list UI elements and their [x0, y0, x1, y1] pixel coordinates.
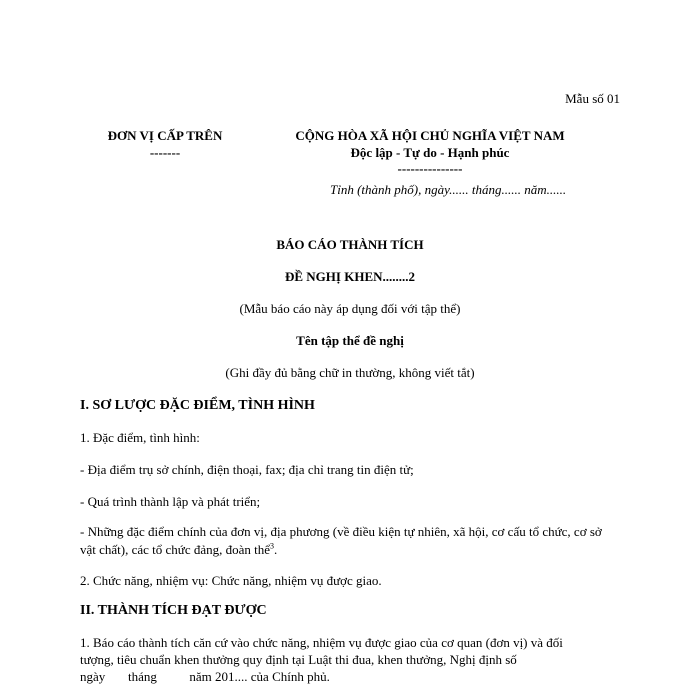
header-left-title: ĐƠN VỊ CẤP TRÊN	[107, 128, 223, 143]
nation-name: CỘNG HÒA XÃ HỘI CHỦ NGHĨA VIỆT NAM	[295, 128, 565, 143]
footnote-ref: 3	[270, 541, 275, 551]
section1-bullet3-text: - Những đặc điểm chính của đơn vị, địa phương (về điều kiện tự nhiên, xã hội, cơ cấu tổ chức, cơ sở vật chất), các tổ chức đảng, đoàn thể	[80, 524, 602, 557]
applies-note: (Mẫu báo cáo này áp dụng đối với tập thể)	[239, 301, 461, 316]
section1-item1: 1. Đặc điểm, tình hình:	[80, 430, 200, 445]
section2-item1-line3: ngày tháng năm 201.... của Chính phủ.	[80, 669, 330, 684]
section1-heading: I. SƠ LƯỢC ĐẶC ĐIỂM, TÌNH HÌNH	[80, 398, 315, 413]
section2-item1-line1: 1. Báo cáo thành tích căn cứ vào chức năng, nhiệm vụ được giao của cơ quan (đơn vị) và đối	[80, 635, 563, 650]
section2-item1-line2: tượng, tiêu chuẩn khen thưởng quy định tại Luật thi đua, khen thưởng, Nghị định số	[80, 652, 517, 667]
header-right-rule: ---------------	[397, 161, 463, 176]
collective-name: Tên tập thể đề nghị	[296, 333, 404, 348]
motto: Độc lập - Tự do - Hạnh phúc	[350, 145, 510, 160]
section2-heading: II. THÀNH TÍCH ĐẠT ĐƯỢC	[80, 603, 267, 618]
header-left-rule: -------	[149, 145, 181, 160]
section1-bullet3: - Những đặc điểm chính của đơn vị, địa phương (về điều kiện tự nhiên, xã hội, cơ cấu tổ chức, cơ sở vật chất), các tổ chức đảng, đoàn thể$^3$.	[80, 524, 602, 557]
section1-bullet2: - Quá trình thành lập và phát triển;	[80, 494, 261, 509]
section1-item2: 2. Chức năng, nhiệm vụ: Chức năng, nhiệm vụ được giao.	[80, 573, 382, 588]
report-subtitle: ĐỀ NGHỊ KHEN........2	[284, 269, 415, 284]
fullname-note: (Ghi đầy đủ bằng chữ in thường, không viết tắt)	[225, 365, 475, 380]
place-date-line: Tỉnh (thành phố), ngày...... tháng...... năm......	[330, 182, 567, 197]
section1-bullet1: - Địa điểm trụ sở chính, điện thoại, fax; địa chỉ trang tin điện tử;	[80, 462, 414, 477]
form-number: Mẫu số 01	[565, 91, 620, 106]
report-title: BÁO CÁO THÀNH TÍCH	[276, 237, 424, 252]
